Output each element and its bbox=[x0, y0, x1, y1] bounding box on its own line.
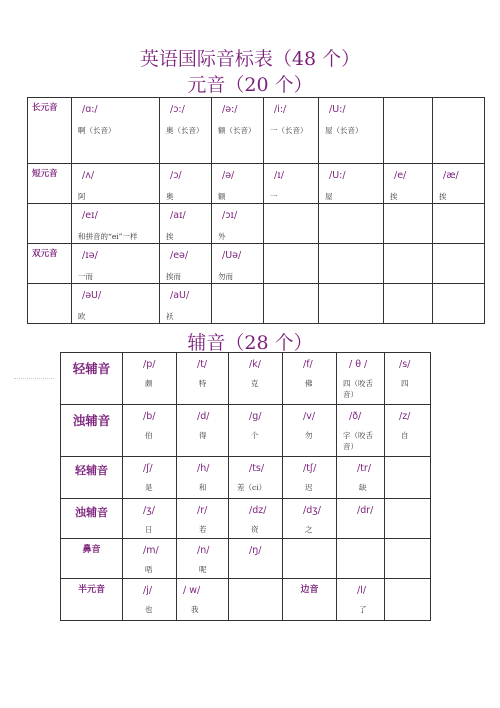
pronunciation-hint: 特 bbox=[199, 379, 207, 388]
phonetic-symbol: /əU/ bbox=[82, 290, 102, 301]
pronunciation-hint: 奥（长音） bbox=[166, 126, 204, 135]
category-cell bbox=[61, 457, 123, 499]
pronunciation-hint: 佛 bbox=[305, 379, 313, 388]
pronunciation-hint: 是 bbox=[145, 483, 153, 492]
phonetic-symbol: /Uə/ bbox=[222, 250, 242, 261]
pronunciation-hint: 和 bbox=[199, 483, 207, 492]
pronunciation-hint: 挨 bbox=[166, 232, 174, 241]
phonetic-symbol: /t/ bbox=[197, 359, 208, 370]
vowel-cell bbox=[212, 164, 264, 204]
pronunciation-hint: 差（ci） bbox=[237, 483, 267, 492]
consonant-cell bbox=[177, 539, 229, 579]
vowel-cell bbox=[72, 164, 160, 204]
vowel-cell bbox=[160, 204, 212, 244]
empty-cell bbox=[384, 244, 433, 284]
phonetic-symbol: /j/ bbox=[143, 585, 153, 596]
vowel-cell bbox=[319, 164, 384, 204]
consonant-cell bbox=[337, 353, 385, 405]
consonant-cell bbox=[177, 457, 229, 499]
consonant-cell bbox=[229, 499, 283, 539]
pronunciation-hint: 字（咬舌音） bbox=[343, 431, 373, 451]
pronunciation-hint: 挨 bbox=[439, 192, 447, 201]
pronunciation-hint: 屋（长音） bbox=[325, 126, 363, 135]
empty-cell bbox=[384, 98, 433, 164]
vowel-cell bbox=[212, 244, 264, 284]
empty-cell bbox=[433, 204, 485, 244]
margin-mark bbox=[14, 378, 54, 379]
category-label: 半元音 bbox=[77, 585, 105, 595]
phonetic-symbol: /ŋ/ bbox=[249, 545, 262, 556]
vowel-cell bbox=[160, 244, 212, 284]
phonetic-symbol: /ɔ/ bbox=[170, 170, 182, 181]
phonetic-symbol: /dz/ bbox=[249, 505, 267, 516]
consonant-cell bbox=[283, 499, 337, 539]
phonetic-symbol: /h/ bbox=[197, 463, 210, 474]
pronunciation-hint: 勿 bbox=[305, 431, 313, 440]
pronunciation-hint: 挨而 bbox=[166, 272, 181, 281]
consonant-cell bbox=[337, 579, 385, 621]
consonant-cell bbox=[229, 405, 283, 457]
phonetic-symbol: /dʒ/ bbox=[303, 505, 321, 516]
phonetic-symbol: /ə/ bbox=[222, 170, 235, 181]
phonetic-symbol: /l/ bbox=[357, 585, 367, 596]
phonetic-symbol: /p/ bbox=[143, 359, 156, 370]
pronunciation-hint: 之 bbox=[305, 525, 313, 534]
phonetic-symbol: /m/ bbox=[143, 545, 159, 556]
empty-cell bbox=[264, 204, 319, 244]
vowels-title: 元音（20 个） bbox=[187, 74, 313, 96]
category-label: 轻辅音 bbox=[75, 464, 108, 477]
category-label: 鼻音 bbox=[82, 545, 101, 555]
empty-cell bbox=[385, 457, 431, 499]
empty-cell bbox=[337, 539, 385, 579]
consonant-cell bbox=[337, 499, 385, 539]
phonetic-symbol: /i:/ bbox=[274, 104, 287, 115]
category-cell bbox=[61, 353, 123, 405]
vowel-cell bbox=[160, 164, 212, 204]
phonetic-symbol: /f/ bbox=[303, 359, 313, 370]
pronunciation-hint: 我 bbox=[191, 605, 199, 614]
empty-cell bbox=[319, 204, 384, 244]
phonetic-symbol: /k/ bbox=[249, 359, 261, 370]
consonant-cell bbox=[385, 405, 431, 457]
empty-cell bbox=[385, 499, 431, 539]
consonant-cell bbox=[123, 457, 177, 499]
pronunciation-hint: 日 bbox=[145, 525, 153, 534]
phonetic-symbol: /g/ bbox=[249, 411, 262, 422]
pronunciation-hint: 得 bbox=[199, 431, 207, 440]
phonetic-symbol: /v/ bbox=[303, 411, 316, 422]
vowel-cell bbox=[160, 98, 212, 164]
pronunciation-hint: 屋 bbox=[325, 192, 333, 201]
phonetic-symbol: /aɪ/ bbox=[170, 210, 186, 221]
category-label: 浊辅音 bbox=[72, 413, 111, 428]
pronunciation-hint: 袄 bbox=[166, 312, 174, 321]
empty-cell bbox=[28, 204, 72, 244]
consonant-cell bbox=[177, 353, 229, 405]
phonetic-symbol: /U:/ bbox=[329, 104, 346, 115]
phonetic-symbol: /U:/ bbox=[329, 170, 346, 181]
phonetic-symbol: /ɑ:/ bbox=[82, 104, 98, 115]
pronunciation-hint: 四（咬舌音） bbox=[343, 379, 373, 399]
phonetic-symbol: / θ / bbox=[349, 359, 368, 370]
vowel-cell bbox=[433, 164, 485, 204]
pronunciation-hint: 缺 bbox=[359, 483, 367, 492]
consonant-cell bbox=[177, 579, 229, 621]
phonetic-symbol: /d/ bbox=[197, 411, 210, 422]
pronunciation-hint: 个 bbox=[251, 431, 259, 440]
consonant-cell bbox=[283, 457, 337, 499]
pronunciation-hint: 颇 bbox=[145, 379, 153, 388]
consonant-cell bbox=[123, 353, 177, 405]
pronunciation-hint: 外 bbox=[218, 232, 226, 241]
pronunciation-hint: 呢 bbox=[199, 565, 207, 574]
pronunciation-hint: 自 bbox=[401, 431, 409, 440]
empty-cell bbox=[212, 284, 264, 324]
page-title: 英语国际音标表（48 个） bbox=[139, 48, 361, 70]
pronunciation-hint: 一 bbox=[270, 192, 278, 201]
pronunciation-hint: 和拼音的“ei”一样 bbox=[78, 232, 138, 241]
phonetic-symbol: /z/ bbox=[399, 411, 411, 422]
pronunciation-hint: 阿 bbox=[78, 192, 86, 201]
consonant-cell bbox=[283, 405, 337, 457]
category-cell bbox=[61, 539, 123, 579]
pronunciation-hint: 也 bbox=[145, 605, 153, 614]
empty-cell bbox=[229, 579, 283, 621]
empty-cell bbox=[264, 244, 319, 284]
phonetic-symbol: /r/ bbox=[197, 505, 208, 516]
pronunciation-hint: 欧 bbox=[78, 312, 86, 321]
phonetic-symbol: /æ/ bbox=[443, 170, 459, 181]
empty-cell bbox=[283, 539, 337, 579]
vowel-cell bbox=[319, 98, 384, 164]
phonetic-symbol: /ʃ/ bbox=[143, 463, 153, 474]
vowel-cell bbox=[384, 164, 433, 204]
phonetic-symbol: /dr/ bbox=[357, 505, 374, 516]
empty-cell bbox=[385, 579, 431, 621]
category-label: 轻辅音 bbox=[72, 361, 111, 376]
vowel-cell bbox=[264, 164, 319, 204]
consonant-cell bbox=[337, 457, 385, 499]
empty-cell bbox=[384, 284, 433, 324]
phonetic-symbol: /ɔ:/ bbox=[170, 104, 185, 115]
phonetic-symbol: /ð/ bbox=[349, 411, 362, 422]
consonant-cell bbox=[385, 353, 431, 405]
empty-cell bbox=[433, 244, 485, 284]
phonetic-symbol: /ɪə/ bbox=[82, 250, 98, 261]
pronunciation-hint: 资 bbox=[251, 525, 259, 534]
long-vowel-label: 长元音 bbox=[32, 103, 58, 113]
consonant-cell bbox=[229, 353, 283, 405]
pronunciation-hint: 啊（长音） bbox=[78, 126, 116, 135]
vowel-cell bbox=[72, 284, 160, 324]
pronunciation-hint: 额 bbox=[218, 192, 226, 201]
phonetic-symbol: /ɔɪ/ bbox=[222, 210, 238, 221]
pronunciation-hint: 四 bbox=[401, 379, 409, 388]
pronunciation-hint: 迟 bbox=[305, 483, 313, 492]
phonetic-symbol: /ʌ/ bbox=[82, 170, 95, 181]
phonetic-symbol: /s/ bbox=[399, 359, 411, 370]
empty-cell bbox=[433, 284, 485, 324]
consonant-cell bbox=[177, 499, 229, 539]
empty-cell bbox=[264, 284, 319, 324]
pronunciation-hint: 了 bbox=[359, 605, 367, 614]
consonant-cell bbox=[123, 539, 177, 579]
phonetic-symbol: /ʒ/ bbox=[143, 505, 155, 516]
empty-cell bbox=[433, 98, 485, 164]
empty-cell bbox=[319, 244, 384, 284]
empty-cell bbox=[28, 284, 72, 324]
phonetic-symbol: /tʃ/ bbox=[303, 463, 317, 474]
category-label: 浊辅音 bbox=[75, 506, 108, 519]
category-cell bbox=[61, 405, 123, 457]
pronunciation-hint: 勿而 bbox=[218, 272, 233, 281]
consonant-cell bbox=[177, 405, 229, 457]
vowel-cell bbox=[72, 244, 160, 284]
consonant-cell bbox=[229, 539, 283, 579]
consonant-cell bbox=[123, 405, 177, 457]
consonant-cell bbox=[283, 353, 337, 405]
phonetic-symbol: /e/ bbox=[394, 170, 407, 181]
phonetic-symbol: /ə:/ bbox=[222, 104, 238, 115]
vowel-cell bbox=[212, 204, 264, 244]
consonant-cell bbox=[123, 579, 177, 621]
empty-cell bbox=[385, 539, 431, 579]
phonetic-symbol: /aU/ bbox=[170, 290, 190, 301]
consonant-cell bbox=[337, 405, 385, 457]
pronunciation-hint: 若 bbox=[199, 525, 207, 534]
phonetic-symbol: /ts/ bbox=[249, 463, 265, 474]
phonetic-symbol: /ɪ/ bbox=[274, 170, 284, 181]
consonant-cell bbox=[123, 499, 177, 539]
short-vowel-label-cell bbox=[28, 164, 72, 204]
consonant-cell bbox=[229, 457, 283, 499]
category-label: 边音 bbox=[300, 585, 319, 595]
phonetic-symbol: /eə/ bbox=[170, 250, 189, 261]
pronunciation-hint: 伯 bbox=[145, 431, 153, 440]
short-vowel-label: 短元音 bbox=[32, 169, 58, 179]
empty-cell bbox=[384, 204, 433, 244]
empty-cell bbox=[319, 284, 384, 324]
vowel-cell bbox=[72, 204, 160, 244]
consonants-title: 辅音（28 个） bbox=[187, 332, 313, 354]
phonetic-symbol: /n/ bbox=[197, 545, 210, 556]
vowel-table bbox=[27, 97, 485, 324]
pronunciation-hint: 挨 bbox=[390, 192, 398, 201]
category-cell bbox=[61, 579, 123, 621]
pronunciation-hint: 一而 bbox=[78, 272, 93, 281]
pronunciation-hint: 额（长音） bbox=[218, 126, 256, 135]
consonant-table bbox=[60, 352, 431, 621]
vowel-cell bbox=[72, 98, 160, 164]
phonetic-symbol: /tr/ bbox=[357, 463, 372, 474]
pronunciation-hint: 奥 bbox=[166, 192, 174, 201]
pronunciation-hint: 克 bbox=[251, 379, 259, 388]
phonetic-symbol: /eɪ/ bbox=[82, 210, 98, 221]
vowel-cell bbox=[160, 284, 212, 324]
vowel-cell bbox=[212, 98, 264, 164]
category-cell bbox=[61, 499, 123, 539]
category-cell bbox=[283, 579, 337, 621]
diphthong-label: 双元音 bbox=[32, 249, 58, 259]
vowel-cell bbox=[264, 98, 319, 164]
diphthong-label-cell bbox=[28, 244, 72, 284]
pronunciation-hint: 一（长音） bbox=[270, 126, 308, 135]
pronunciation-hint: 唔 bbox=[145, 565, 153, 574]
phonetic-symbol: /b/ bbox=[143, 411, 156, 422]
phonetic-symbol: / w/ bbox=[183, 585, 201, 596]
long-vowel-label-cell bbox=[28, 98, 72, 164]
